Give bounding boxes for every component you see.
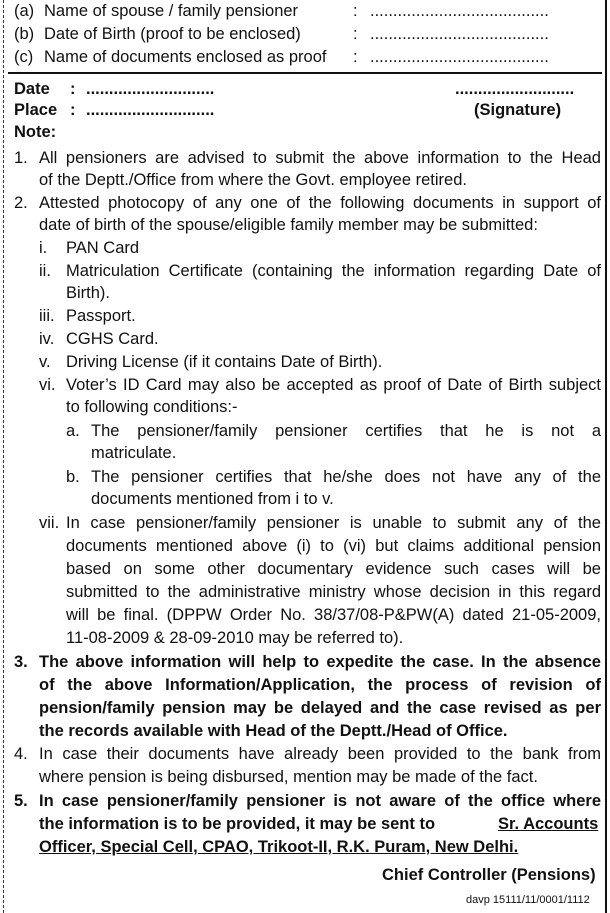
field-a-sep: : — [353, 2, 358, 20]
sub-iii-text: Passport. — [66, 307, 136, 325]
field-c-blank[interactable]: ....................................... — [370, 48, 549, 66]
sub-vi-num: vi. — [39, 376, 56, 394]
left-cut-line — [3, 0, 4, 913]
sub-vi-line-2: to following conditions:- — [66, 398, 238, 416]
sub-i-num: i. — [39, 239, 48, 257]
issuer: Chief Controller (Pensions) — [382, 866, 596, 884]
right-border — [605, 0, 607, 913]
note-1-line-1: All pensioners are advised to submit the above information to the Head — [39, 149, 601, 167]
signature-label: (Signature) — [474, 101, 562, 119]
sub-ii-line-2: Birth). — [66, 284, 111, 302]
sub-v-num: v. — [39, 353, 51, 371]
sub-vii-num: vii. — [39, 514, 60, 532]
cond-a-line-1: The pensioner/family pensioner certifies that he is not a — [91, 422, 601, 440]
note-3-line-4: the records available with Head of the Deptt./Head of Office. — [39, 722, 508, 740]
sub-i-text: PAN Card — [66, 239, 140, 257]
sub-vii-line-6: 11-08-2009 & 28-09-2010 may be referred to). — [66, 629, 404, 647]
field-a-prefix: (a) — [14, 2, 35, 20]
field-b-label: Date of Birth (proof to be enclosed) — [44, 25, 301, 43]
note-2-line-1: Attested photocopy of any one of the following documents in support of — [39, 194, 601, 212]
note-heading: Note: — [14, 123, 57, 141]
note-3-line-2: of the above Information/Application, the process of revision of — [39, 676, 601, 694]
note-4-num: 4. — [14, 745, 28, 763]
field-c-label: Name of documents enclosed as proof — [44, 48, 327, 66]
date-label: Date — [14, 80, 50, 98]
note-5-line-2: the information is to be provided, it may be sent to — [39, 815, 436, 833]
signature-blank[interactable]: .......................... — [455, 80, 575, 98]
sub-ii-num: ii. — [39, 262, 51, 280]
note-5-num: 5. — [14, 792, 28, 810]
note-4-line-1: In case their documents have already been provided to the bank from — [39, 745, 601, 763]
sub-iii-num: iii. — [39, 307, 55, 325]
date-colon: : — [70, 80, 76, 98]
note-5-line-3: Officer, Special Cell, CPAO, Trikoot-II, R.K. Puram, New Delhi. — [39, 838, 519, 856]
note-3-num: 3. — [14, 653, 28, 671]
place-colon: : — [70, 101, 76, 119]
cond-b-num: b. — [66, 468, 80, 486]
field-b-prefix: (b) — [14, 25, 35, 43]
sub-vii-line-2: documents mentioned above (i) to (vi) but claims additional pension — [66, 537, 601, 555]
field-c-sep: : — [353, 48, 358, 66]
sub-v-text: Driving License (if it contains Date of Birth). — [66, 353, 383, 371]
davp-code: davp 15111/11/0001/1112 — [466, 894, 590, 906]
note-2-num: 2. — [14, 194, 28, 212]
sub-vii-line-1: In case pensioner/family pensioner is unable to submit any of the — [66, 514, 601, 532]
sub-vii-line-4: submitted to the administrative ministry whose decision in this regard — [66, 583, 601, 601]
sub-vii-line-3: based on some other documentary evidence such cases will be — [66, 560, 601, 578]
field-b-sep: : — [353, 25, 358, 43]
sub-iv-num: iv. — [39, 330, 55, 348]
sub-vii-line-5: will be final. (DPPW Order No. 38/37/08-P&PW(A) dated 21-05-2009, — [66, 606, 601, 624]
divider — [8, 72, 602, 74]
note-3-line-1: The above information will help to expedite the case. In the absence — [39, 653, 601, 671]
note-5-line-1: In case pensioner/family pensioner is not aware of the office where — [39, 792, 601, 810]
cond-a-num: a. — [66, 422, 80, 440]
field-b-blank[interactable]: ....................................... — [370, 25, 549, 43]
sub-ii-line-1: Matriculation Certificate (containing the information regarding Date of — [66, 262, 601, 280]
note-2-line-2: date of birth of the spouse/eligible family member may be submitted: — [39, 216, 538, 234]
cond-a-line-2: matriculate. — [91, 444, 177, 462]
note-4-line-2: where pension is being disbursed, mention may be made of the fact. — [39, 768, 538, 786]
note-1-line-2: of the Deptt./Office from where the Govt. employee retired. — [39, 171, 467, 189]
sub-vi-line-1: Voter’s ID Card may also be accepted as proof of Date of Birth subject — [66, 376, 601, 394]
cond-b-line-1: The pensioner certifies that he/she does not have any of the — [91, 468, 601, 486]
date-blank[interactable]: ............................ — [86, 80, 215, 98]
note-5-address-start: Sr. Accounts — [498, 815, 599, 833]
place-blank[interactable]: ............................ — [86, 101, 215, 119]
field-a-label: Name of spouse / family pensioner — [44, 2, 299, 20]
cond-b-line-2: documents mentioned from i to v. — [91, 490, 334, 508]
field-a-blank[interactable]: ....................................... — [370, 2, 549, 20]
note-1-num: 1. — [14, 149, 28, 167]
field-c-prefix: (c) — [14, 48, 34, 66]
place-label: Place — [14, 101, 58, 119]
note-3-line-3: pension/family pension may be delayed and the case revised as per — [39, 699, 601, 717]
sub-iv-text: CGHS Card. — [66, 330, 159, 348]
